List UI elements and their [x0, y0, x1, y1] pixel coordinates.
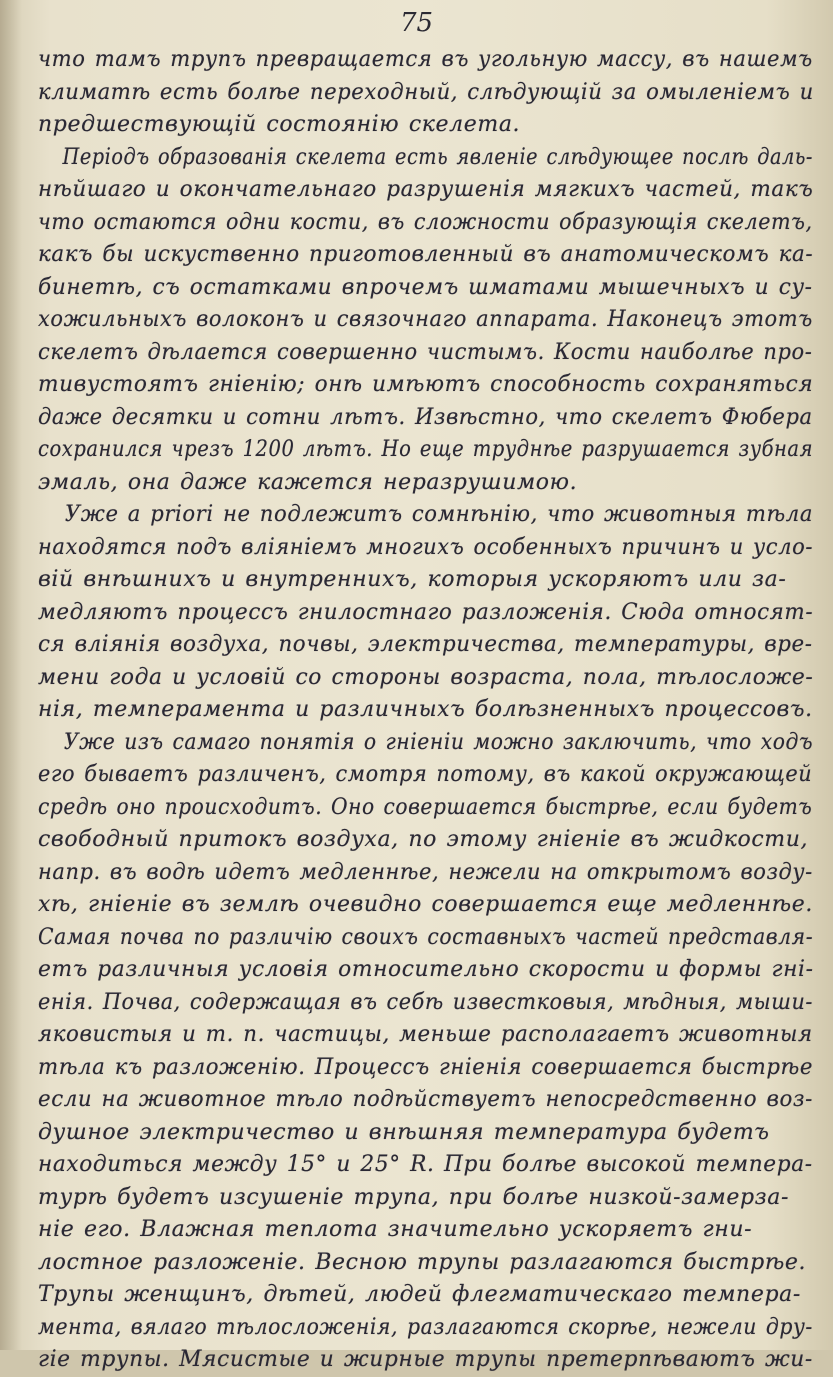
text-line: мени года и условій со стороны возраста, пола, тѣлосложе-: [38, 664, 814, 690]
page-number: 75: [399, 8, 434, 38]
text-line: етъ различныя условія относительно скорости и формы гні-: [38, 957, 814, 982]
text-line: находиться между 15° и 25° R. При болѣе высокой темпера-: [38, 1152, 813, 1177]
text-line: ніе его. Влажная теплота значительно ускоряетъ гни-: [38, 1217, 753, 1242]
text-line: тивустоятъ гніенію; онѣ имѣютъ способность сохраняться: [38, 372, 814, 397]
text-line: сохранился чрезъ 1200 лѣтъ. Но еще труднѣе разрушается зубная: [38, 437, 814, 462]
text-line: яковистыя и т. п. частицы, меньше располагаетъ животныя: [38, 1022, 813, 1047]
text-line: гіе трупы. Мясистые и жирные трупы претерпѣваютъ жи-: [38, 1347, 813, 1372]
text-line: лостное разложеніе. Весною трупы разлагаются быстрѣе.: [38, 1249, 807, 1275]
text-line: скелетъ дѣлается совершенно чистымъ. Кости наиболѣе про-: [38, 339, 813, 365]
text-line: Самая почва по различію своихъ составныхъ частей представля-: [38, 924, 814, 950]
text-line: что тамъ трупъ превращается въ угольную массу, въ нашемъ: [38, 47, 813, 72]
text-line: его бываетъ различенъ, смотря потому, въ какой окружающей: [38, 762, 813, 787]
text-line: Періодъ образованія скелета есть явленіе слѣдующее послѣ даль-: [62, 144, 813, 170]
text-line: что остаются одни кости, въ сложности образующія скелетъ,: [38, 209, 813, 235]
text-line: Уже изъ самаго понятія о гніеніи можно заключить, что ходъ: [63, 729, 814, 755]
text-line: климатѣ есть болѣе переходный, слѣдующій за омыленіемъ и: [38, 79, 814, 105]
text-line: душное электричество и внѣшняя температура будетъ: [38, 1119, 770, 1145]
text-line: медляютъ процессъ гнилостнаго разложенія. Сюда относят-: [38, 599, 814, 625]
handwritten-text-block: [38, 44, 813, 1377]
text-line: хожильныхъ волоконъ и связочнаго аппарата. Наконецъ этотъ: [38, 307, 813, 332]
text-line: нія, темперамента и различныхъ болѣзненныхъ процессовъ.: [38, 697, 813, 722]
text-line: средѣ оно происходитъ. Оно совершается быстрѣе, если будетъ: [38, 794, 813, 820]
text-line: какъ бы искуственно приготовленный въ анатомическомъ ка-: [38, 242, 814, 267]
text-line: эмаль, она даже кажется неразрушимою.: [38, 469, 578, 495]
text-line: хѣ, гніеніе въ землѣ очевидно совершается еще медленнѣе.: [38, 892, 813, 917]
text-line: тѣла къ разложенію. Процессъ гніенія совершается быстрѣе: [38, 1054, 814, 1080]
text-line: ся вліянія воздуха, почвы, электричества, температуры, вре-: [38, 632, 813, 657]
text-line: турѣ будетъ изсушеніе трупа, при болѣе низкой-замерза-: [38, 1184, 789, 1210]
text-line: мента, вялаго тѣлосложенія, разлагаются скорѣе, нежели дру-: [38, 1314, 813, 1340]
text-line: Уже а priori не подлежитъ сомнѣнію, что животныя тѣла: [64, 502, 814, 527]
text-line: енія. Почва, содержащая въ себѣ известковыя, мѣдныя, мыши-: [38, 989, 814, 1015]
text-line: находятся подъ вліяніемъ многихъ особенныхъ причинъ и усло-: [38, 534, 814, 560]
text-line: Трупы женщинъ, дѣтей, людей флегматическаго темпера-: [38, 1282, 801, 1307]
text-line: напр. въ водѣ идетъ медленнѣе, нежели на открытомъ возду-: [38, 859, 813, 885]
text-line: предшествующій состоянію скелета.: [38, 112, 521, 137]
text-line: даже десятки и сотни лѣтъ. Извѣстно, что скелетъ Фюбера: [38, 404, 813, 430]
text-line: свободный притокъ воздуха, по этому гніеніе въ жидкости,: [38, 827, 809, 852]
text-line: если на животное тѣло подѣйствуетъ непосредственно воз-: [38, 1087, 813, 1112]
text-line: вій внѣшнихъ и внутреннихъ, которыя ускоряютъ или за-: [38, 567, 787, 592]
text-line: нѣйшаго и окончательнаго разрушенія мягкихъ частей, такъ: [38, 177, 814, 202]
text-line: бинетѣ, съ остатками впрочемъ шматами мышечныхъ и су-: [38, 274, 813, 300]
